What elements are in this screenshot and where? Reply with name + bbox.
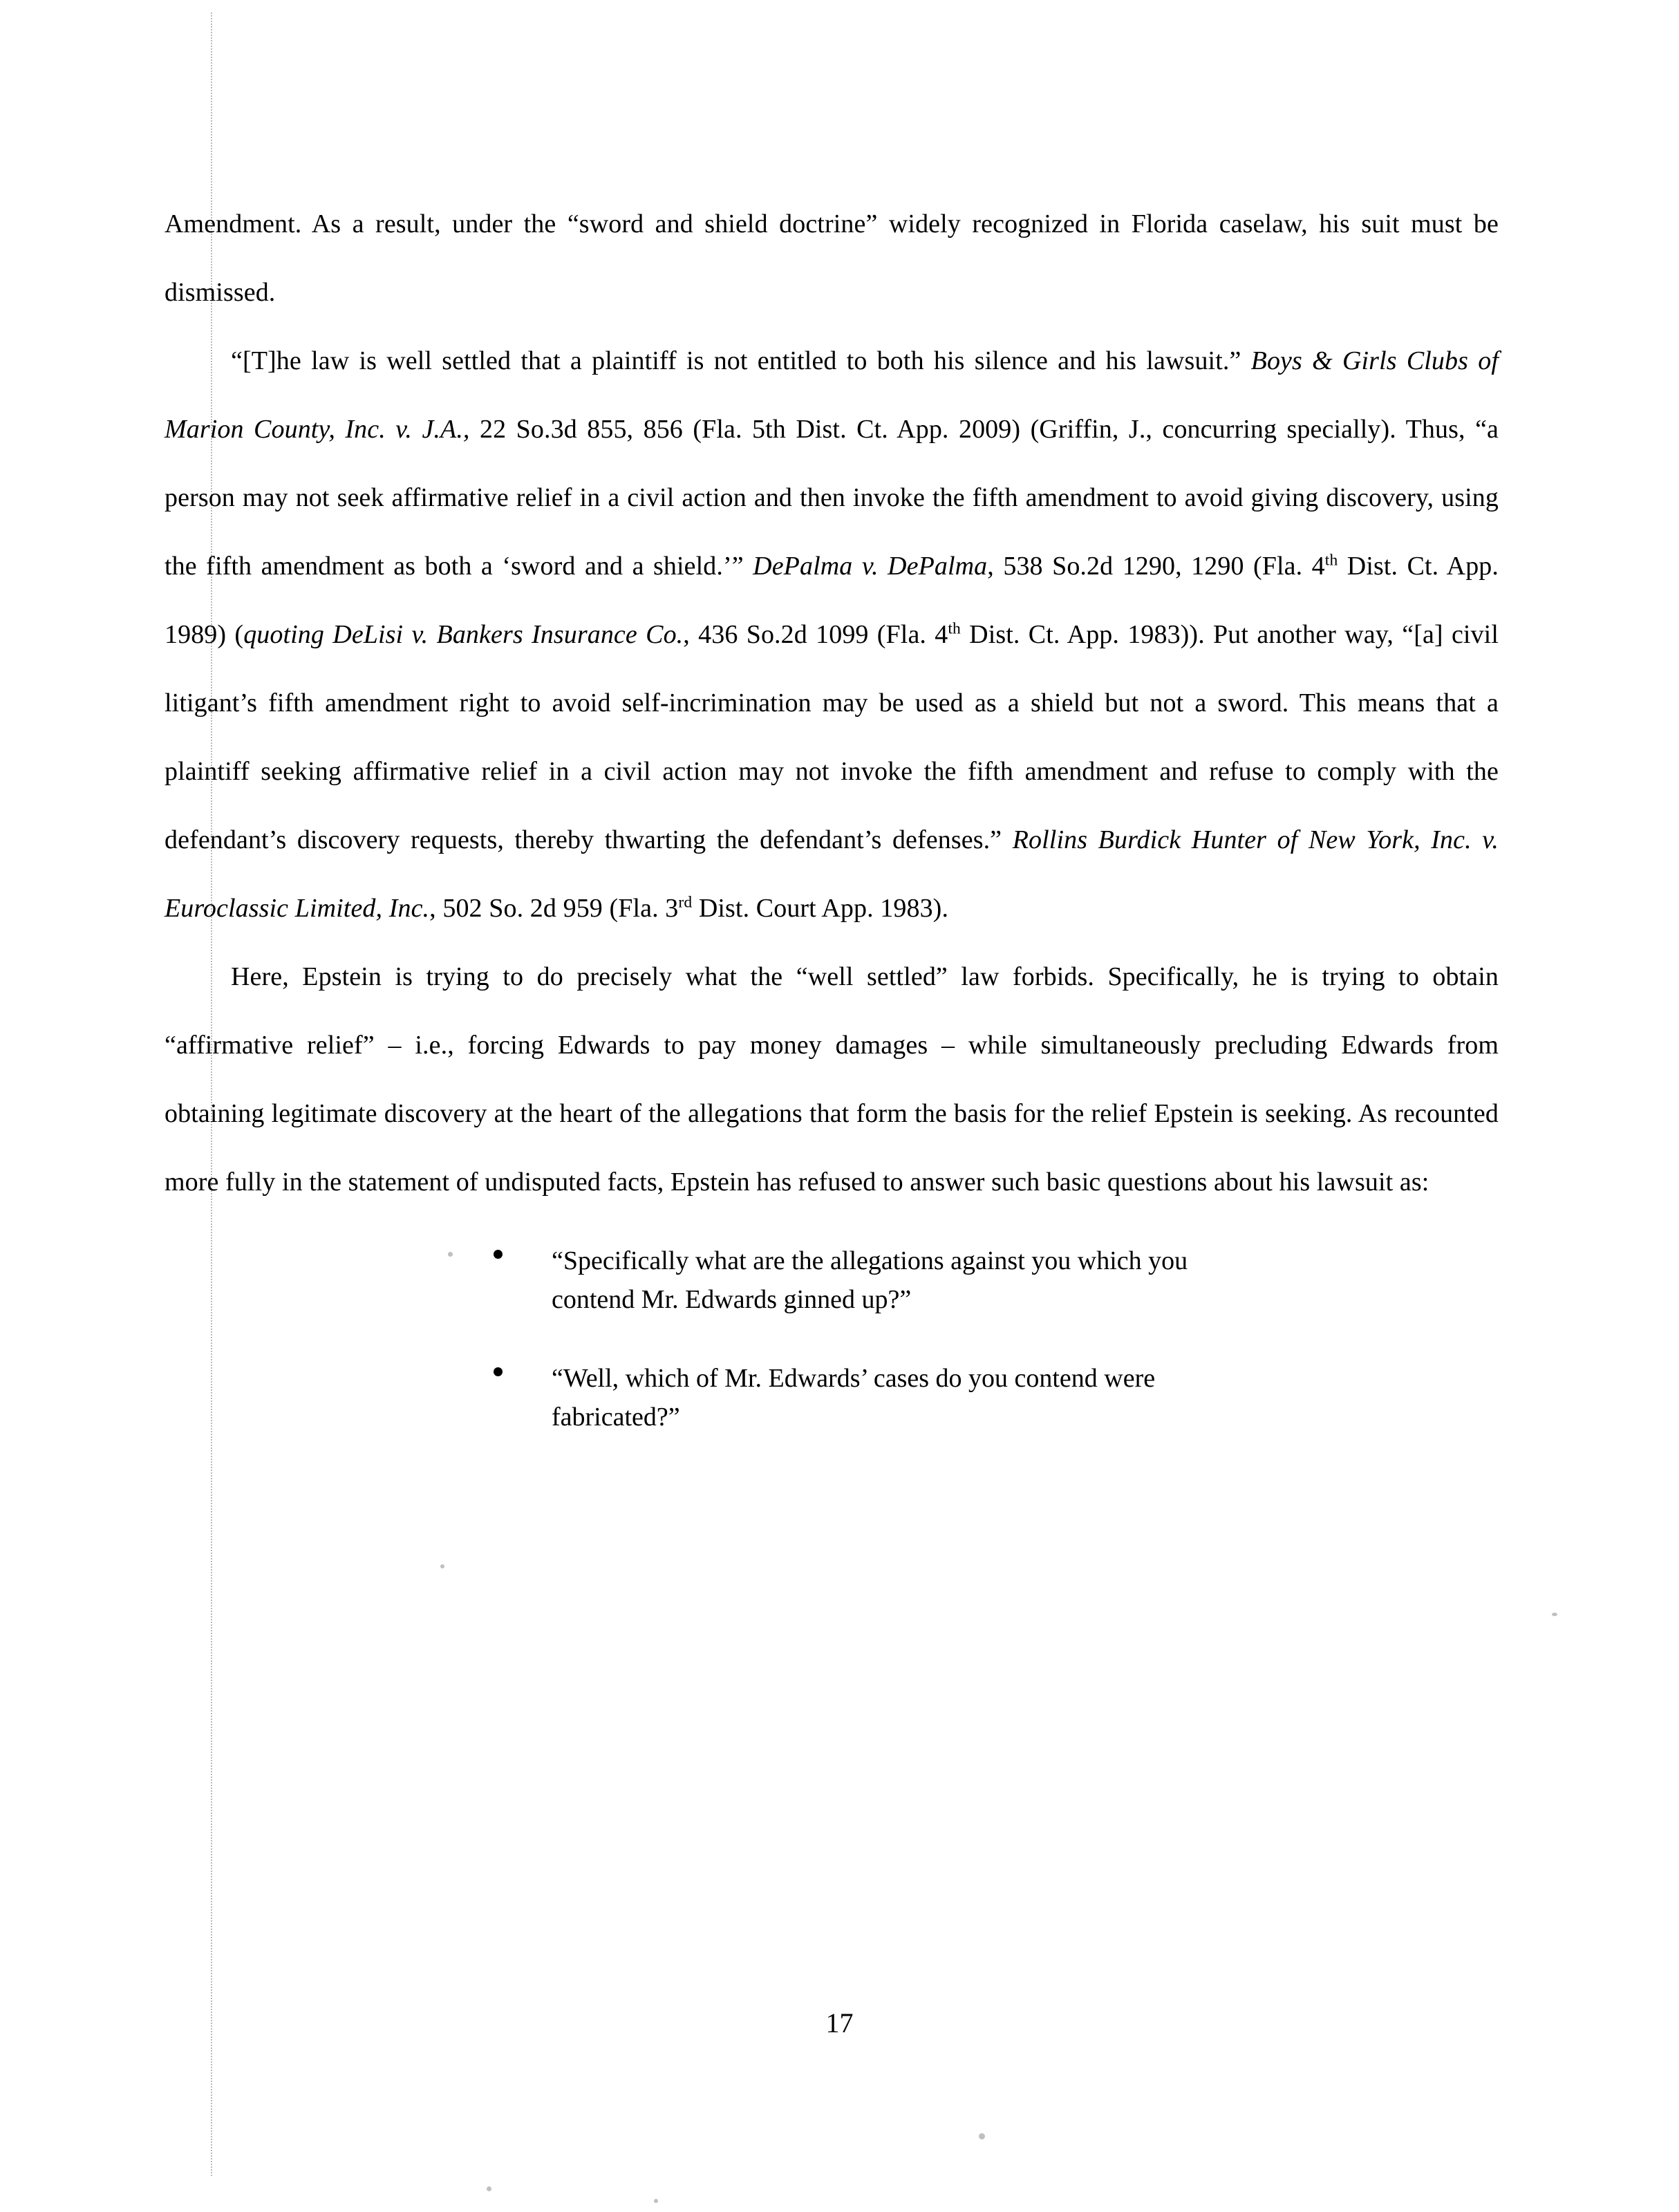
text-run: 22 So.3d 855, 856 (Fla. 5th Dist. Ct. App. 2009) (Griffin, J., concurring specially). Thus, “a person may not seek affirmative relief in a civil action and then invoke the fifth amendment to avoid giving discovery, using the fifth amendment as both a ‘sword and a shield.’”	[165, 415, 1499, 581]
scan-speck	[440, 1564, 444, 1568]
scan-speck	[654, 2199, 658, 2203]
text-run: Here, Epstein is trying to do precisely what the “well settled” law forbids. Specifically, he is trying to obtain “affirmative relief” – i.e., forcing Edwards to pay money damages – while simultaneously precluding Edwards from obtaining legitimate discovery at the heart of the allegations that form the basis for the relief Epstein is seeking. As recounted more fully in the statement of undisputed facts, Epstein has refused to answer such basic questions about his lawsuit as:	[165, 962, 1499, 1197]
list-item-text: “Well, which of Mr. Edwards’ cases do you contend were fabricated?”	[552, 1364, 1156, 1432]
paragraph-2	[165, 327, 1499, 943]
scan-speck	[487, 2186, 491, 2191]
text-run: Dist. Court App. 1983).	[692, 894, 949, 923]
page-number: 17	[825, 2007, 854, 2038]
text-run: , 502 So. 2d 959 (Fla. 3	[429, 894, 679, 923]
list-item-text: “Specifically what are the allegations against you which you contend Mr. Edwards ginned up?”	[552, 1246, 1188, 1314]
scan-speck	[979, 2133, 985, 2139]
scan-speck	[1552, 1613, 1557, 1616]
ordinal-superscript: th	[1324, 551, 1338, 570]
list-item	[165, 1359, 1243, 1436]
case-citation-italic: DePalma v. DePalma	[753, 552, 988, 581]
paragraph-1	[165, 190, 1499, 327]
text-run: “[T]he law is well settled that a plaintiff is not entitled to both his silence and his lawsuit.”	[231, 346, 1251, 375]
case-citation-italic: quoting DeLisi v. Bankers Insurance Co.	[243, 620, 684, 649]
text-run: Dist. Ct. App. 1989) (	[165, 552, 1499, 649]
bullet-icon	[494, 1367, 503, 1376]
bullet-icon	[494, 1250, 503, 1259]
case-citation-italic: Boys & Girls Clubs of Marion County, Inc. v. J.A.,	[165, 346, 1499, 444]
text-run: , 436 So.2d 1099 (Fla. 4	[683, 620, 948, 649]
deposition-question-list	[165, 1241, 1499, 1436]
text-run: Dist. Ct. App. 1983)). Put another way, “[a] civil litigant’s fifth amendment right to avoid self-incrimination may be used as a shield but not a sword. This means that a plaintiff seeking affirmative relief in a civil action may not invoke the fifth amendment and refuse to comply with the defendant’s discovery requests, thereby thwarting the defendant’s defenses.”	[165, 620, 1499, 854]
text-run: Amendment. As a result, under the “sword and shield doctrine” widely recognized in Florida caselaw, his suit must be dismissed.	[165, 209, 1499, 307]
ordinal-superscript: th	[948, 619, 961, 638]
case-citation-italic: Rollins Burdick Hunter of New York, Inc. v. Euroclassic Limited, Inc.	[165, 825, 1499, 923]
ordinal-superscript: rd	[678, 893, 693, 912]
text-run: , 538 So.2d 1290, 1290 (Fla. 4	[987, 552, 1325, 581]
list-item	[165, 1241, 1243, 1319]
paragraph-3	[165, 943, 1499, 1217]
document-body	[165, 190, 1499, 1477]
